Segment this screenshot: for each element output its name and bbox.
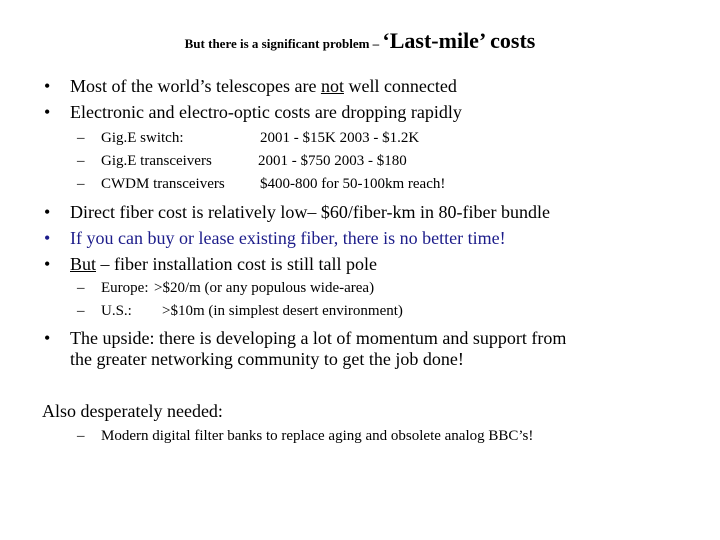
dash-glyph: – — [77, 280, 85, 296]
dash-glyph: – — [77, 130, 85, 146]
dash-glyph: – — [77, 303, 85, 319]
also-needed-text: Modern digital filter banks to replace aging and obsolete analog BBC’s! — [101, 428, 534, 444]
bullet-text: Direct fiber cost is relatively low– $60/fiber-km in 80-fiber bundle — [70, 202, 550, 222]
cost-prices: $400-800 for 50-100km reach! — [260, 176, 446, 192]
bullet-text: The upside: there is developing a lot of momentum and support from — [70, 328, 567, 348]
bullet-text: If you can buy or lease existing fiber, there is no better time! — [70, 228, 506, 248]
cost-prices: 2001 - $15K 2003 - $1.2K — [260, 130, 420, 146]
bullet-text: Electronic and electro-optic costs are dropping rapidly — [70, 102, 462, 122]
bullet-text: Most of the world’s telescopes are not well connected — [70, 76, 457, 96]
title-main: ‘Last-mile’ costs — [382, 28, 536, 53]
bullet-glyph: • — [44, 254, 51, 274]
underlined-but: But — [70, 254, 97, 274]
cost-item: Gig.E switch: — [101, 130, 184, 146]
also-needed-heading: Also desperately needed: — [42, 401, 223, 421]
title-prefix: But there is a significant problem – — [184, 36, 383, 51]
dash-glyph: – — [77, 176, 85, 192]
bullet-glyph: • — [44, 202, 51, 222]
install-text: >$20/m (or any populous wide-area) — [154, 280, 375, 296]
dash-glyph: – — [77, 153, 85, 169]
cost-item: Gig.E transceivers — [101, 153, 212, 169]
bullet-glyph: • — [44, 76, 51, 96]
bullet-glyph: • — [44, 228, 51, 248]
cost-prices: 2001 - $750 2003 - $180 — [258, 153, 407, 169]
install-label: U.S.: — [101, 303, 132, 319]
install-text: >$10m (in simplest desert environment) — [162, 303, 403, 319]
bullet-glyph: • — [44, 328, 51, 348]
bullet-text-continuation: the greater networking community to get the job done! — [70, 349, 464, 369]
bullet-text: But – fiber installation cost is still tall pole — [70, 254, 377, 274]
cost-item: CWDM transceivers — [101, 176, 225, 192]
underlined-not: not — [320, 76, 344, 96]
slide-title — [0, 28, 720, 54]
install-label: Europe: — [101, 280, 149, 296]
dash-glyph: – — [77, 428, 85, 444]
bullet-glyph: • — [44, 102, 51, 122]
